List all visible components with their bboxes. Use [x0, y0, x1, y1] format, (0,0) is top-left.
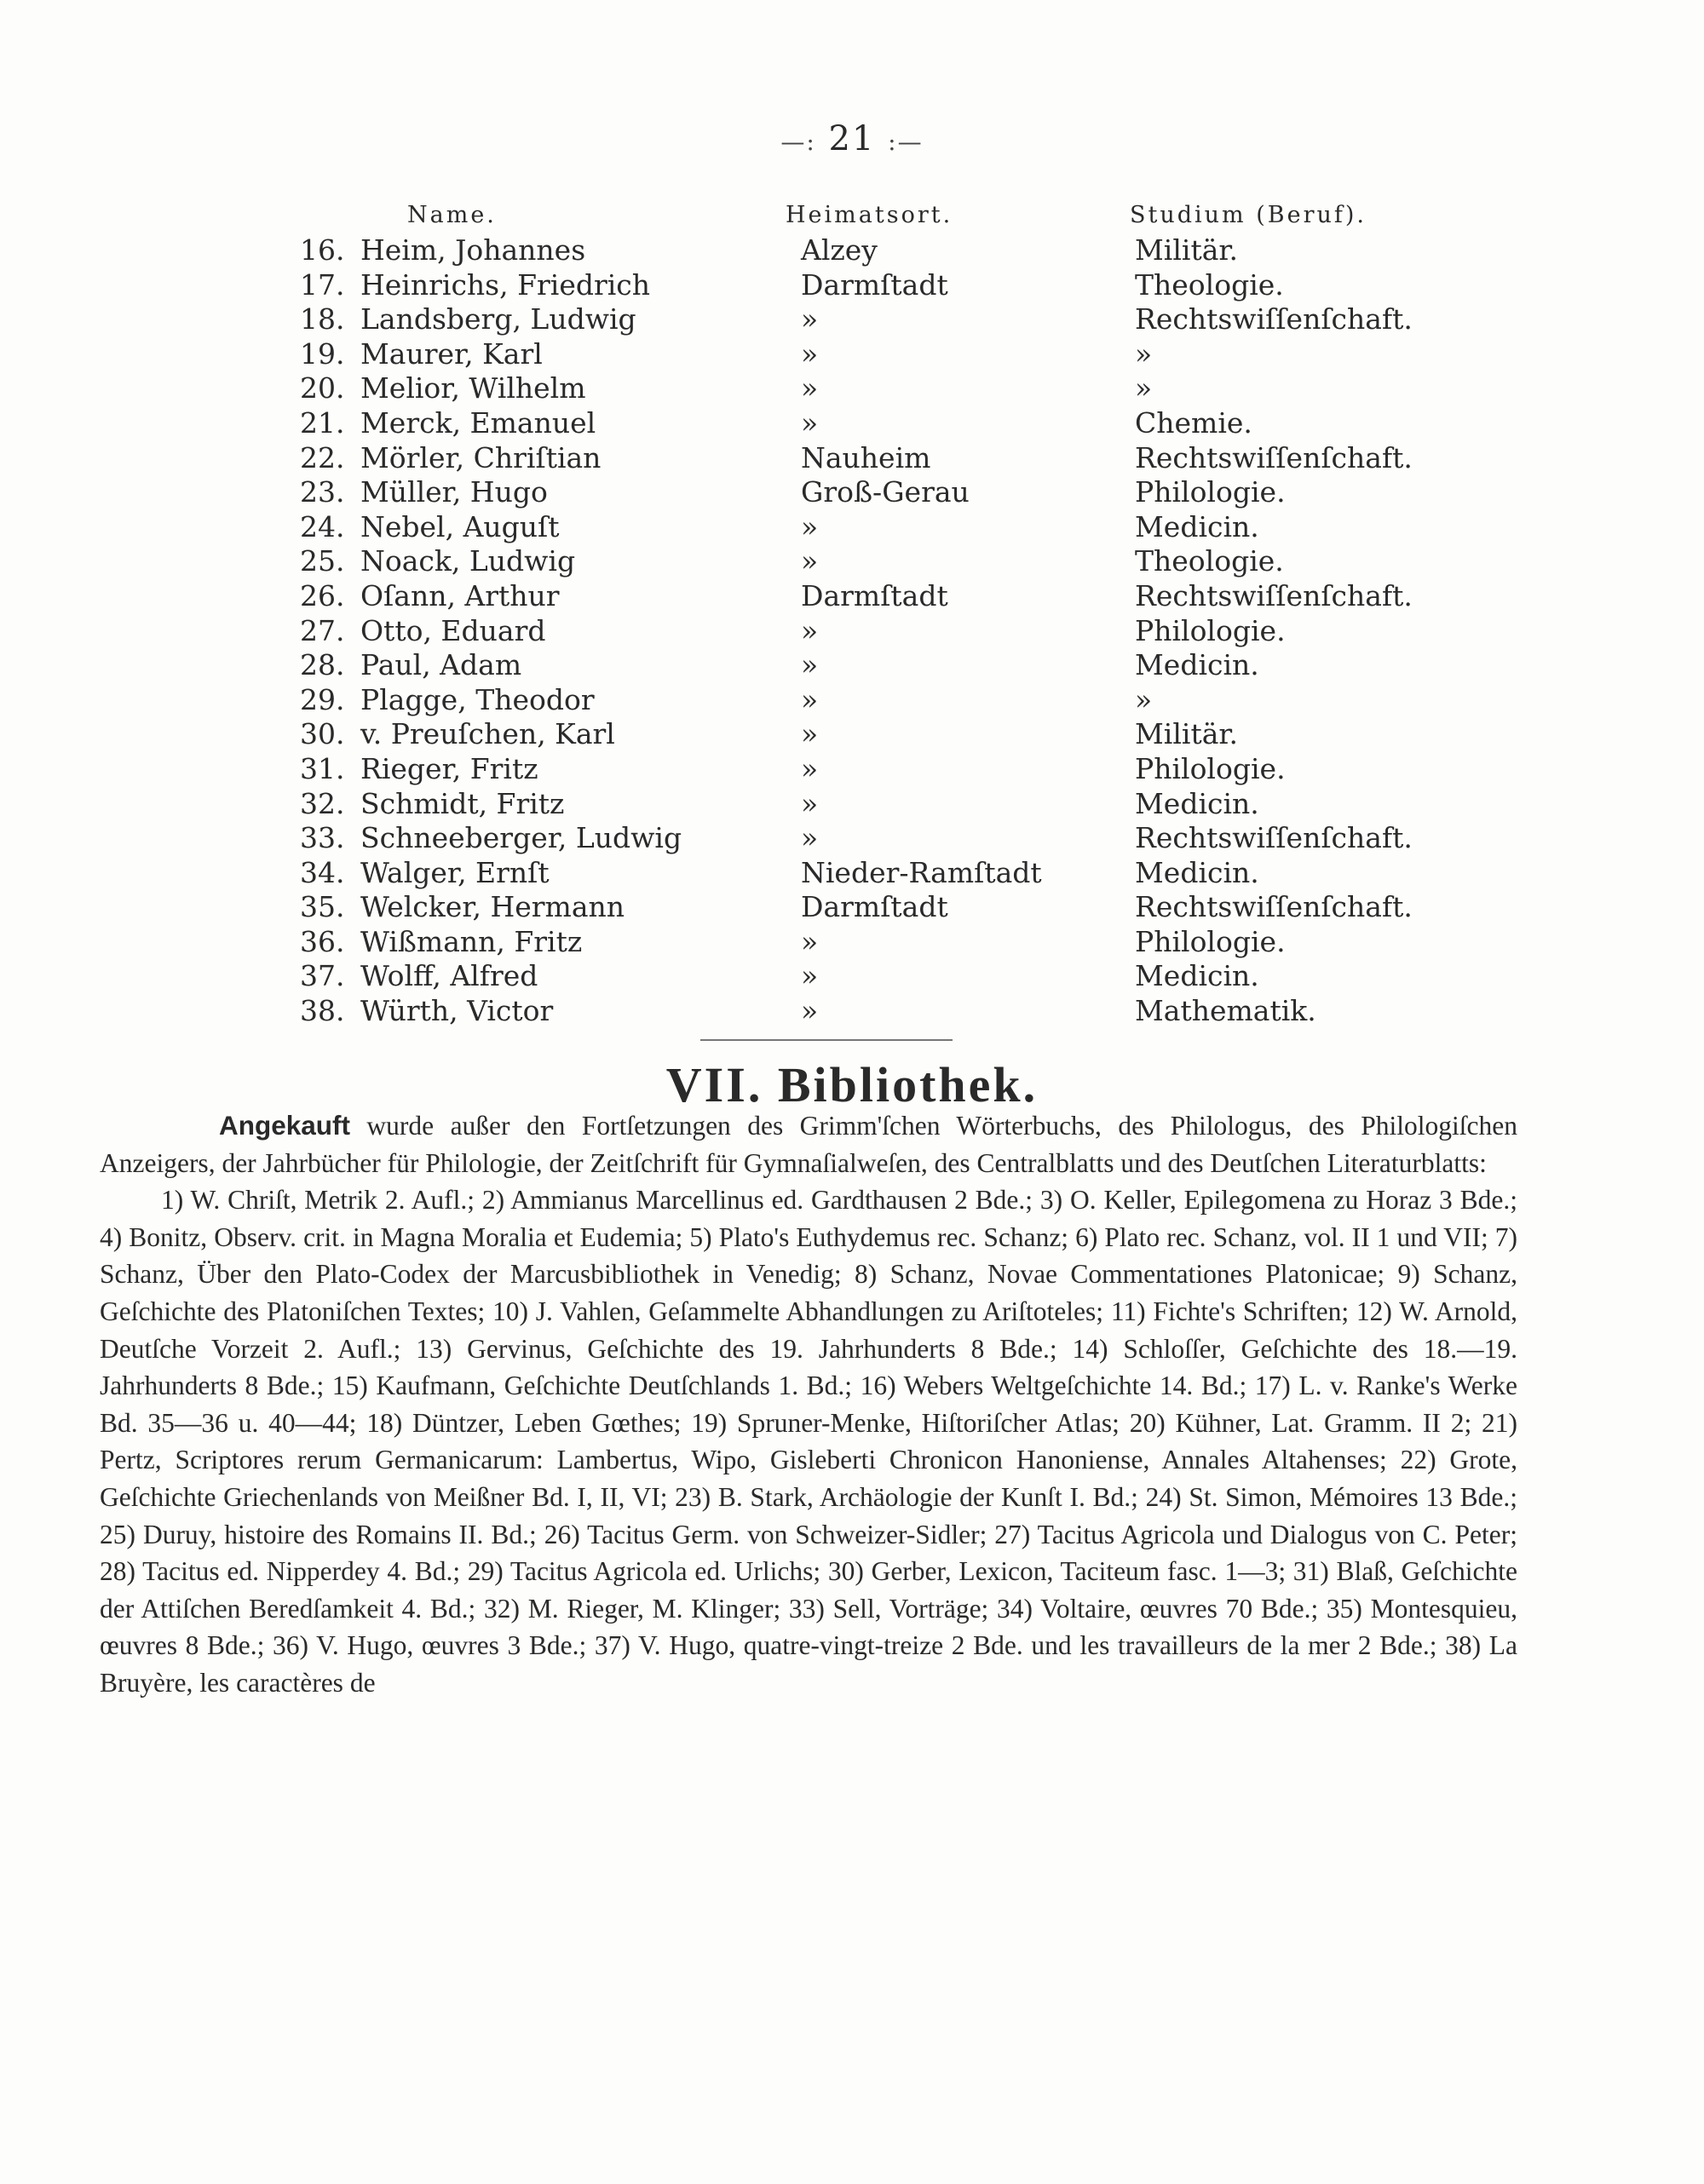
student-study: Militär.	[1135, 233, 1239, 267]
header-home: Heimatsort.	[786, 202, 953, 228]
student-name: Merck, Emanuel	[360, 405, 596, 440]
student-home: Darmſtadt	[801, 267, 948, 302]
student-home: »	[801, 821, 819, 855]
student-study: Theologie.	[1135, 544, 1284, 578]
student-study: Philologie.	[1135, 475, 1286, 509]
roster-header	[0, 198, 1704, 233]
lead-word: Angekauft	[219, 1110, 351, 1141]
row-number: 17.	[300, 267, 345, 302]
student-name: Maurer, Karl	[360, 336, 543, 371]
student-name: v. Preuſchen, Karl	[360, 717, 615, 751]
student-study: Rechtswiſſenſchaft.	[1135, 821, 1413, 855]
row-number: 34.	[300, 855, 345, 889]
student-name: Heinrichs, Friedrich	[360, 267, 651, 302]
intro-text: wurde außer den Fortſetzungen des Grimm'ſchen Wörterbuchs, des Philologus, des Philologiſchen Anzeigers, der Jahrbücher für Philologie, der Zeitſchrift für Gymnaſialweſen, des Centralblatts und des Deutſchen Literaturblatts:	[100, 1111, 1517, 1178]
row-number: 23.	[300, 475, 345, 509]
page-number-value: 21	[828, 119, 876, 158]
student-name: Schmidt, Fritz	[360, 786, 565, 820]
student-study: Medicin.	[1135, 648, 1259, 682]
row-number: 31.	[300, 751, 345, 785]
roster-row	[0, 510, 1704, 545]
student-name: Plagge, Theodor	[360, 682, 595, 716]
row-number: 22.	[300, 440, 345, 474]
student-study: »	[1135, 682, 1153, 716]
roster-row	[0, 406, 1704, 441]
student-home: »	[801, 751, 819, 785]
roster-row	[0, 475, 1704, 510]
row-number: 19.	[300, 336, 345, 371]
section-title: VII. Bibliothek.	[665, 1057, 1039, 1112]
student-study: »	[1135, 336, 1153, 371]
row-number: 35.	[300, 890, 345, 924]
ornament-right: :—	[888, 128, 924, 156]
student-name: Noack, Ludwig	[360, 544, 576, 578]
student-home: Alzey	[801, 233, 878, 267]
row-number: 30.	[300, 717, 345, 751]
student-study: Rechtswiſſenſchaft.	[1135, 302, 1413, 336]
student-name: Heim, Johannes	[360, 233, 586, 267]
row-number: 28.	[300, 648, 345, 682]
student-home: Groß-Gerau	[801, 475, 970, 509]
student-study: Philologie.	[1135, 924, 1286, 958]
section-body	[100, 1107, 1517, 1702]
student-home: »	[801, 648, 819, 682]
roster-row	[0, 856, 1704, 891]
student-home: »	[801, 302, 819, 336]
row-number: 37.	[300, 959, 345, 993]
roster-row	[0, 233, 1704, 268]
student-study: Medicin.	[1135, 959, 1259, 993]
page-number	[0, 119, 1704, 158]
student-study: Theologie.	[1135, 267, 1284, 302]
roster-row	[0, 441, 1704, 476]
section-divider	[700, 1039, 953, 1041]
ornament-left: —:	[780, 128, 816, 156]
intro-paragraph	[100, 1107, 1517, 1181]
roster-row	[0, 959, 1704, 994]
roster-row	[0, 337, 1704, 372]
student-study: Medicin.	[1135, 786, 1259, 820]
student-home: »	[801, 405, 819, 440]
student-study: Medicin.	[1135, 855, 1259, 889]
student-home: »	[801, 717, 819, 751]
header-study: Studium (Beruf).	[1130, 202, 1367, 228]
student-home: »	[801, 994, 819, 1028]
roster-row	[0, 925, 1704, 960]
student-home: Darmſtadt	[801, 890, 948, 924]
roster-row	[0, 890, 1704, 925]
roster-row	[0, 371, 1704, 406]
student-home: »	[801, 371, 819, 405]
student-name: Wißmann, Fritz	[360, 924, 583, 958]
row-number: 16.	[300, 233, 345, 267]
student-home: »	[801, 613, 819, 647]
row-number: 24.	[300, 509, 345, 543]
student-home: »	[801, 509, 819, 543]
roster-rows	[0, 233, 1704, 1029]
student-home: »	[801, 682, 819, 716]
student-study: »	[1135, 371, 1153, 405]
student-name: Wolff, Alfred	[360, 959, 538, 993]
student-study: Rechtswiſſenſchaft.	[1135, 578, 1413, 612]
header-name: Name.	[407, 202, 497, 228]
roster-row	[0, 648, 1704, 683]
student-name: Welcker, Hermann	[360, 890, 625, 924]
student-name: Rieger, Fritz	[360, 751, 538, 785]
roster-row	[0, 821, 1704, 856]
row-number: 18.	[300, 302, 345, 336]
roster-row	[0, 752, 1704, 787]
row-number: 36.	[300, 924, 345, 958]
student-study: Rechtswiſſenſchaft.	[1135, 440, 1413, 474]
student-name: Melior, Wilhelm	[360, 371, 586, 405]
row-number: 33.	[300, 821, 345, 855]
roster-row	[0, 302, 1704, 337]
student-study: Mathematik.	[1135, 994, 1316, 1028]
roster-row	[0, 717, 1704, 752]
student-study: Chemie.	[1135, 405, 1252, 440]
student-study: Philologie.	[1135, 613, 1286, 647]
row-number: 29.	[300, 682, 345, 716]
row-number: 38.	[300, 994, 345, 1028]
student-name: Oſann, Arthur	[360, 578, 560, 612]
roster-row	[0, 579, 1704, 614]
roster-row	[0, 614, 1704, 649]
student-study: Medicin.	[1135, 509, 1259, 543]
student-name: Landsberg, Ludwig	[360, 302, 636, 336]
row-number: 26.	[300, 578, 345, 612]
student-name: Walger, Ernſt	[360, 855, 550, 889]
student-home: »	[801, 959, 819, 993]
row-number: 25.	[300, 544, 345, 578]
student-home: »	[801, 924, 819, 958]
student-home: »	[801, 544, 819, 578]
student-name: Nebel, Auguſt	[360, 509, 560, 543]
roster-row	[0, 683, 1704, 718]
student-name: Schneeberger, Ludwig	[360, 821, 682, 855]
row-number: 20.	[300, 371, 345, 405]
student-name: Mörler, Chriſtian	[360, 440, 602, 474]
roster-row	[0, 268, 1704, 303]
student-roster	[0, 198, 1704, 1029]
student-name: Otto, Eduard	[360, 613, 546, 647]
student-home: »	[801, 786, 819, 820]
student-study: Militär.	[1135, 717, 1239, 751]
student-name: Müller, Hugo	[360, 475, 548, 509]
student-name: Paul, Adam	[360, 648, 522, 682]
acquisitions-list: 1) W. Chriſt, Metrik 2. Aufl.; 2) Ammianus Marcellinus ed. Gardthausen 2 Bde.; 3) O. Keller, Epilegomena zu Horaz 3 Bde.; 4) Bonitz, Observ. crit. in Magna Moralia et Eudemia; 5) Plato's Euthydemus rec. Schanz; 6) Plato rec. Schanz, vol. II 1 und VII; 7) Schanz, Über den Plato-Codex der Marcusbibliothek in Venedig; 8) Schanz, Novae Commentationes Platonicae; 9) Schanz, Geſchichte des Platoniſchen Textes; 10) J. Vahlen, Geſammelte Abhandlungen zu Ariſtoteles; 11) Fichte's Schriften; 12) W. Arnold, Deutſche Vorzeit 2. Aufl.; 13) Gervinus, Geſchichte des 19. Jahrhunderts 8 Bde.; 14) Schloſſer, Geſchichte des 18.—19. Jahrhunderts 8 Bde.; 15) Kaufmann, Geſchichte Deutſchlands 1. Bd.; 16) Webers Weltgeſchichte 14. Bd.; 17) L. v. Ranke's Werke Bd. 35—36 u. 40—44; 18) Düntzer, Leben Gœthes; 19) Spruner-Menke, Hiſtoriſcher Atlas; 20) Kühner, Lat. Gramm. II 2; 21) Pertz, Scriptores rerum Germanicarum: Lambertus, Wipo, Gisleberti Chronicon Hanoniense, Annales Altahenses; 22) Grote, Geſchichte Griechenlands von Meißner Bd. I, II, VI; 23) B. Stark, Archäologie der Kunſt I. Bd.; 24) St. Simon, Mémoires 13 Bde.; 25) Duruy, histoire des Romains II. Bd.; 26) Tacitus Germ. von Schweizer-Sidler; 27) Tacitus Agricola und Dialogus von C. Peter; 28) Tacitus ed. Nipperdey 4. Bd.; 29) Tacitus Agricola ed. Urlichs; 30) Gerber, Lexicon, Taciteum fasc. 1—3; 31) Blaß, Geſchichte der Attiſchen Beredſamkeit 4. Bd.; 32) M. Rieger, M. Klinger; 33) Sell, Vorträge; 34) Voltaire, œuvres 70 Bde.; 35) Montesquieu, œuvres 8 Bde.; 36) V. Hugo, œuvres 3 Bde.; 37) V. Hugo, quatre-vingt-treize 2 Bde. und les travailleurs de la mer 2 Bde.; 38) La Bruyère, les caractères de	[100, 1185, 1517, 1698]
student-home: Nieder-Ramſtadt	[801, 855, 1042, 889]
row-number: 21.	[300, 405, 345, 440]
student-home: Darmſtadt	[801, 578, 948, 612]
student-home: »	[801, 336, 819, 371]
roster-row	[0, 787, 1704, 822]
student-study: Philologie.	[1135, 751, 1286, 785]
row-number: 32.	[300, 786, 345, 820]
row-number: 27.	[300, 613, 345, 647]
student-study: Rechtswiſſenſchaft.	[1135, 890, 1413, 924]
student-name: Würth, Victor	[360, 994, 554, 1028]
roster-row	[0, 544, 1704, 579]
student-home: Nauheim	[801, 440, 931, 474]
roster-row	[0, 994, 1704, 1029]
